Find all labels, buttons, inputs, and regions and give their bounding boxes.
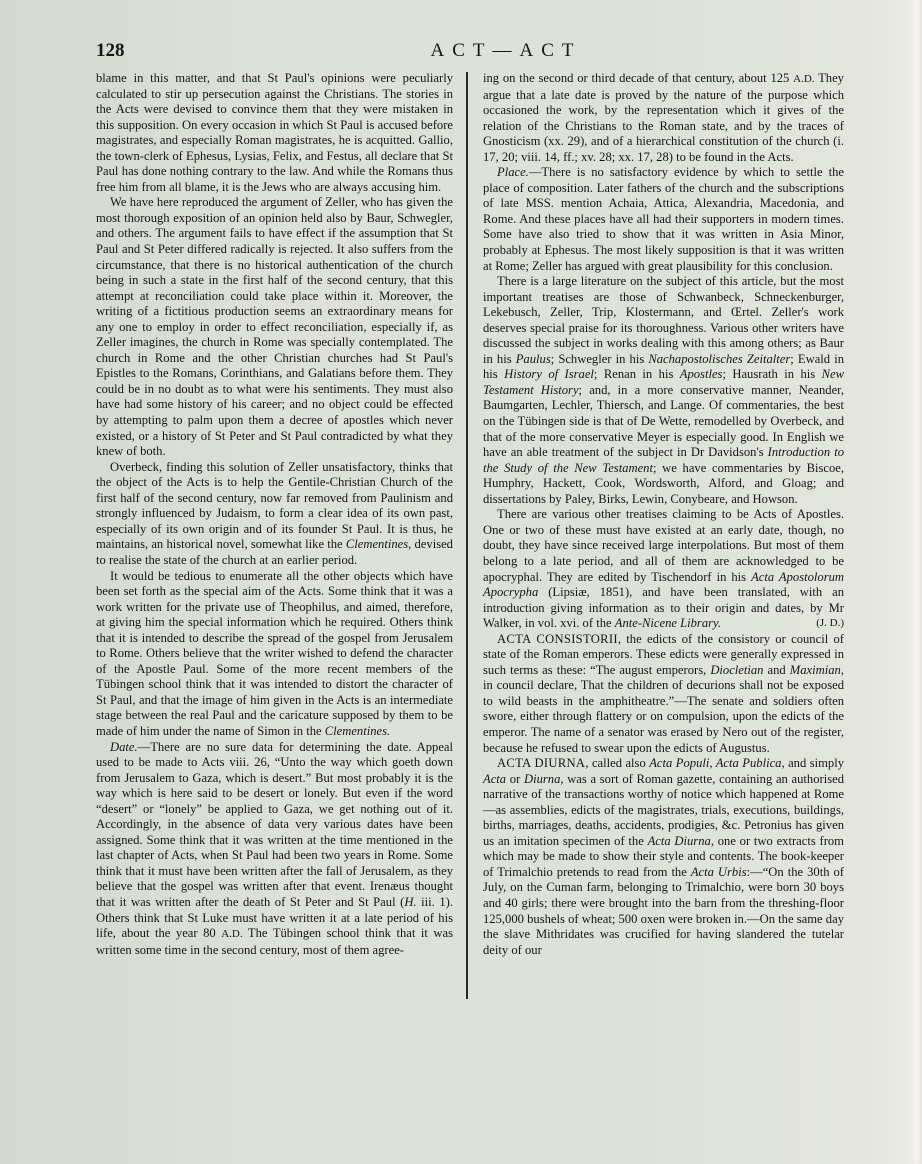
italic-title: Clementines. (324, 723, 391, 738)
paragraph-apocrypha: There are various other treatises claiming to be Acts of Apostles. One or two of these must have existed at an early date, though, no doubt, they have since received large interpolations. But most of them belong to a late period, and all of them are acknowledged to be apocryphal. They are edited by Tischendorf in his Acta Apostolorum Apocrypha (Lipsiæ, 1851), and have been translated, with an introduction giving information as to their origin and dates, by Mr Walker, in vol. xvi. of the Ante-Nicene Library. (J. D.) (483, 507, 844, 631)
running-head: ACT—ACT (430, 40, 582, 61)
column-divider (466, 72, 468, 999)
entry-headword: ACTA CONSISTORII (497, 631, 618, 646)
page-header (96, 40, 876, 70)
paragraph: blame in this matter, and that St Paul's opinions were peculiarly calculated to stir up persecution against the Christians. The stories in the Acts were devised to convince them that they were mistaken in this supposition. On every occasion in which St Paul is accused before magistrates, and especially Roman magistrates, he is acquitted. Gallio, the town-clerk of Ephesus, Lysias, Felix, and Festus, all declare that St Paul has done nothing contrary to the law. And while the Romans thus free him from all blame, it is the Jews who are always accusing him. (96, 71, 453, 194)
section-label: Place. (497, 165, 529, 180)
paragraph-literature: There is a large literature on the subject of this article, but the most important treatises are those of Schwanbeck, Schneckenburger, Lekebusch, Zeller, Trip, Klostermann, and Œrtel. Zeller's work deserves special praise for its thoroughness. Various other writers have discussed the subject in works dealing with this among others; as Baur in his Paulus; Schwegler in his Nachapostolisches Zeitalter; Ewald in his History of Israel; Renan in his Apostles; Hausrath in his New Testament History; and, in a more conservative manner, Neander, Baumgarten, Lechler, Thiersch, and Lange. Of commentaries, the best on the Tübingen side is that of De Wette, remodelled by Overbeck, and that of the more conservative Meyer is especially good. In English we have an able treatment of the subject in Dr Davidson's Introduction to the Study of the New Testament; we have commentaries by Biscoe, Humphry, Hackett, Cook, Wordsworth, Alford, and Gloag; and dissertations by Paley, Birks, Lewin, Conybeare, and Howson. (483, 274, 844, 506)
paragraph: Overbeck, finding this solution of Zeller unsatisfactory, thinks that the object of the Acts is to help the Gentile-Christian Church of the first half of the second century, now far removed from Paulinism and strongly influenced by Judaism, to form a clear idea of its own past, especially of its own origin and of its founder St Paul. It is thus, he maintains, an historical novel, somewhat like the Clementines, devised to realise the state of the church at an earlier period. (96, 459, 453, 567)
left-column (96, 71, 453, 958)
paragraph: We have here reproduced the argument of Zeller, who has given the most thorough exposition of an opinion held also by Baur, Schwegler, and others. The argument fails to have effect if the assumption that St Paul and St Peter differed radically is rejected. It also suffers from the circumstance, that there is no historical authentication of the church being in such a state in the first half of the second century, that this attempt at reconciliation could take place within it. Moreover, the writing of a fictitious production seems an extraordinary means for any one to employ in order to effect reconciliation, especially if, as Zeller imagines, the church in Rome was specially contemplated. The church in Rome and the other Christian churches had St Paul's Epistles to the Romans, Corinthians, and Galatians before them. They could be in no doubt as to what were his sentiments. They must also have had some history of his career; and no object could be effected by attempting to palm upon them a decree of apostles which never existed, or a history of St Peter and St Paul contradicted by what they knew of both. (96, 195, 453, 459)
entry-acta-diurna: ACTA DIURNA, called also Acta Populi, Acta Publica, and simply Acta or Diurna, was a sort of Roman gazette, containing an authorised narrative of the transactions worthy of notice which happened at Rome—as assemblies, edicts of the magistrates, trials, executions, buildings, births, marriages, deaths, accidents, prodigies, &c. Petronius has given us an imitation specimen of the Acta Diurna, one or two extracts from which may be made to show their style and contents. The book-keeper of Trimalchio pretends to read from the Acta Urbis:—“On the 30th of July, on the Cuman farm, belonging to Trimalchio, were born 30 boys and 40 girls; there were brought into the barn from the threshing-floor 125,000 bushels of wheat; 500 oxen were broken in.—On the same day the slave Mithridates was crucified for having slandered the tutelar deity of our (483, 756, 845, 957)
entry-acta-consistorii: ACTA CONSISTORII, the edicts of the consistory or council of state of the Roman emperors. These edicts were generally expressed in such terms as these: “The august emperors, Diocletian and Maximian, in council declare, That the children of decurions shall not be exposed to wild beasts in the amphitheatre.”—The senate and soldiers often swore, either through flattery or on compulsion, upon the edicts of the emperor. The name of a senator was erased by Nero out of the register, because he refused to swear upon the edicts of Augustus. (483, 631, 844, 755)
section-label: Date. (110, 739, 138, 754)
author-signature: (J. D.) (816, 617, 844, 630)
paragraph-date: Date.—There are no sure data for determining the date. Appeal used to be made to Acts viii. 26, “Unto the way which goeth down from Jerusalem to Gaza, which is desert.” But most probably it is the way which is here said to be desert or lonely. But even if the word “desert” or “lonely” be applied to Gaza, we get nothing out of it. Accordingly, in the absence of data very various dates have been assigned. Some think that it was written at the time mentioned in the last chapter of Acts, when St Paul had been two years in Rome. Some think that it must have been written after the fall of Jerusalem, as they believe that the gospel was written after that event. Irenæus thought that it was written after the death of St Peter and St Paul (H. iii. 1). Others think that St Luke must have written it at a late period of his life, about the year 80 A.D. The Tübingen school think that it was written some time in the second century, most of them agree- (96, 739, 453, 957)
page-number: 128 (96, 40, 125, 61)
paragraph: ing on the second or third decade of that century, about 125 A.D. They argue that a late date is proved by the nature of the purpose which occasioned the work, by the representation which it gives of the relation of the Christians to the Roman state, and by the traces of Gnosticism (xx. 29), and of a hierarchical constitution of the church (i. 17, 20; viii. 14, ff.; xv. 28; xx. 17, 28) to be found in the Acts. (483, 71, 844, 164)
right-column (483, 71, 844, 958)
entry-headword: ACTA DIURNA (497, 756, 586, 771)
italic-title: Clementines (345, 537, 409, 552)
paragraph-place: Place.—There is no satisfactory evidence by which to settle the place of composition. Later fathers of the church and the subscriptions of late MSS. mention Achaia, Attica, Alexandria, Macedonia, and Rome. And these places have all had their supporters in modern times. Some have also tried to show that it was written in Asia Minor, probably at Ephesus. The most likely supposition is that it was written at Rome; Zeller has argued with great plausibility for this conclusion. (483, 165, 844, 273)
page-edge (910, 0, 922, 1164)
paragraph: It would be tedious to enumerate all the other objects which have been set forth as the special aim of the Acts. Some think that it was a work written for the private use of Theophilus, and aimed, therefore, at giving him the special information which he required. Others think that it is intended to describe the spread of the gospel from Jerusalem to Rome. Others believe that the writer wished to defend the character of the Apostle Paul. Some of the more recent members of the Tübingen school think that it was intended to distort the character of St Paul, and that the image of him given in the Acts is an intermediate stage between the real Paul and the caricature supposed by them to be made of him under the name of Simon in the Clementines. (96, 568, 453, 738)
